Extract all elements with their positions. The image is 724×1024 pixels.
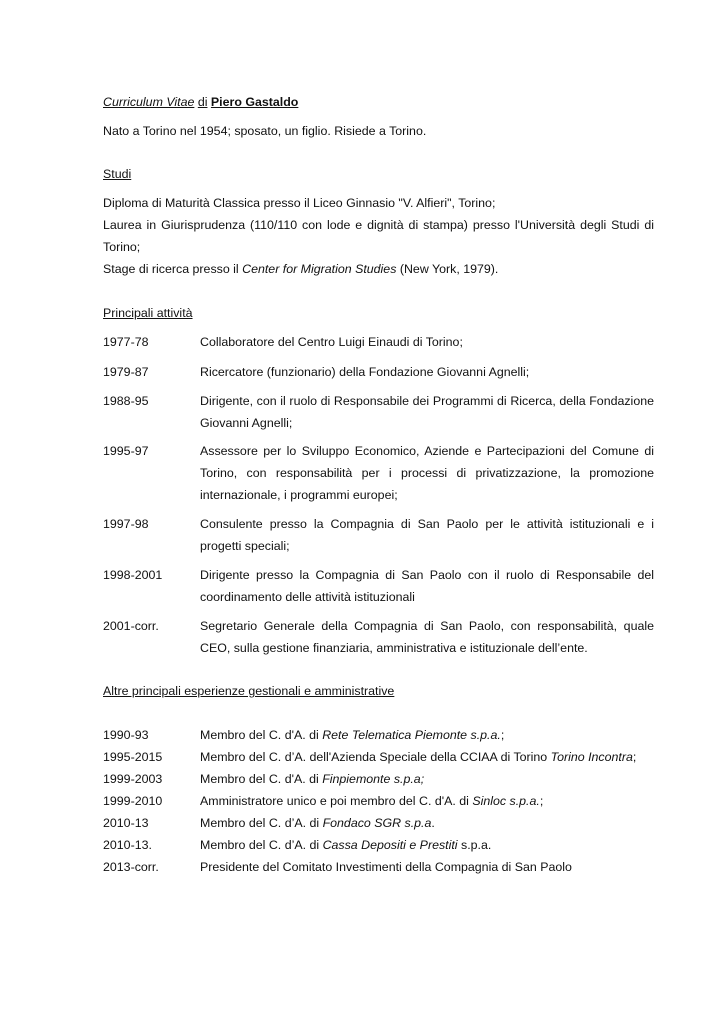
attivita-text: Ricercatore (funzionario) della Fondazione Giovanni Agnelli; bbox=[200, 365, 530, 379]
cv-name: Piero Gastaldo bbox=[210, 95, 299, 109]
attivita-text: Consulente presso la Compagnia di San Paolo per le attività istituzionali e i progetti speciali; bbox=[200, 517, 654, 553]
intro-text: Nato a Torino nel 1954; sposato, un figlio. Risiede a Torino. bbox=[103, 124, 427, 138]
esperienze-text: Membro del C. d’A. dell'Azienda Speciale della CCIAA di Torino Torino Incontra; bbox=[200, 750, 637, 764]
esperienze-text: Membro del C. d’A. di Fondaco SGR s.p.a. bbox=[200, 816, 435, 830]
attivita-text: Collaboratore del Centro Luigi Einaudi di Torino; bbox=[200, 335, 463, 349]
studi-line-1: Diploma di Maturità Classica presso il Liceo Ginnasio "V. Alfieri", Torino; bbox=[103, 196, 496, 210]
attivita-year: 1979-87 bbox=[103, 365, 149, 379]
attivita-year: 1977-78 bbox=[103, 335, 149, 349]
esperienze-year: 2013-corr. bbox=[103, 860, 159, 874]
attivita-year: 1995-97 bbox=[103, 444, 149, 458]
esperienze-heading: Altre principali esperienze gestionali e amministrative bbox=[103, 684, 395, 698]
esperienze-year: 1999-2010 bbox=[103, 794, 163, 808]
cms-name: Center for Migration Studies bbox=[242, 262, 397, 276]
cv-label: Curriculum Vitae bbox=[103, 95, 195, 109]
attivita-heading: Principali attività bbox=[103, 306, 193, 320]
studi-block bbox=[103, 192, 654, 280]
attivita-year: 2001-corr. bbox=[103, 619, 159, 633]
cv-di: di bbox=[197, 95, 208, 109]
esperienze-text: Membro del C. d’A. di Cassa Depositi e Prestiti s.p.a. bbox=[200, 838, 492, 852]
attivita-text: Dirigente presso la Compagnia di San Paolo con il ruolo di Responsabile del coordinamento delle attività istituzionali bbox=[200, 568, 654, 604]
esperienze-text: Membro del C. d'A. di Finpiemonte s.p.a; bbox=[200, 772, 425, 786]
studi-line-3: Stage di ricerca presso il Center for Migration Studies (New York, 1979). bbox=[103, 262, 499, 276]
esperienze-year: 1990-93 bbox=[103, 728, 149, 742]
esperienze-year: 2010-13. bbox=[103, 838, 152, 852]
attivita-text: Dirigente, con il ruolo di Responsabile dei Programmi di Ricerca, della Fondazione Giovanni Agnelli; bbox=[200, 394, 654, 430]
cv-title bbox=[103, 95, 298, 109]
attivita-text: Assessore per lo Sviluppo Economico, Aziende e Partecipazioni del Comune di Torino, con responsabilità per i processi di privatizzazione, la promozione internazionale, i programmi europei; bbox=[200, 444, 654, 502]
attivita-year: 1997-98 bbox=[103, 517, 149, 531]
esperienze-year: 2010-13 bbox=[103, 816, 149, 830]
attivita-year: 1988-95 bbox=[103, 394, 149, 408]
esperienze-text: Amministratore unico e poi membro del C. d'A. di Sinloc s.p.a.; bbox=[200, 794, 544, 808]
esperienze-year: 1995-2015 bbox=[103, 750, 163, 764]
esperienze-year: 1999-2003 bbox=[103, 772, 163, 786]
studi-line-2: Laurea in Giurisprudenza (110/110 con lode e dignità di stampa) presso l'Università degli Studi di Torino; bbox=[103, 218, 654, 254]
esperienze-text: Presidente del Comitato Investimenti della Compagnia di San Paolo bbox=[200, 860, 572, 874]
attivita-text: Segretario Generale della Compagnia di San Paolo, con responsabilità, quale CEO, sulla gestione finanziaria, amministrativa e istituzionale dell’ente. bbox=[200, 619, 654, 655]
attivita-year: 1998-2001 bbox=[103, 568, 163, 582]
studi-heading: Studi bbox=[103, 167, 132, 181]
esperienze-text: Membro del C. d'A. di Rete Telematica Piemonte s.p.a.; bbox=[200, 728, 505, 742]
